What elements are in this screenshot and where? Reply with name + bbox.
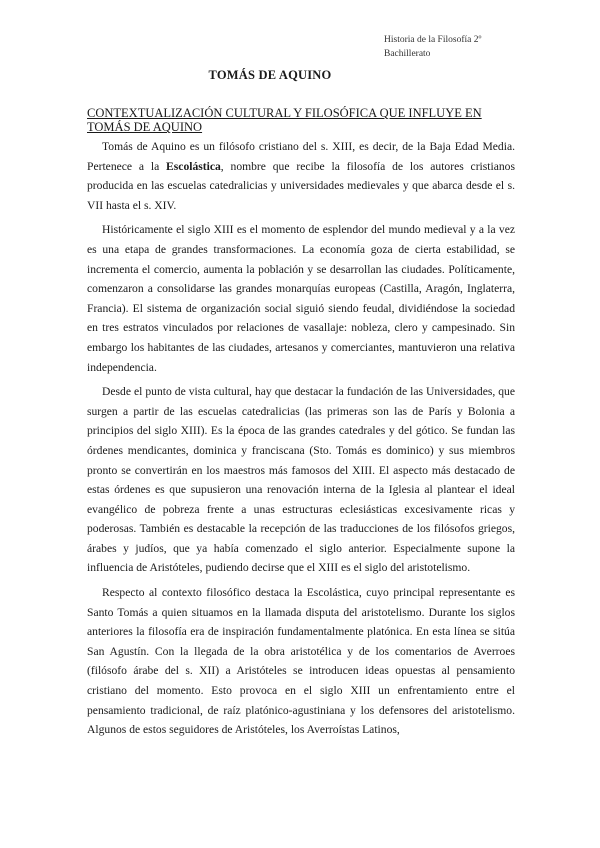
paragraph-3: Desde el punto de vista cultural, hay que destacar la fundación de las Universidades, que surgen a partir de las escuelas catedralicias (las primeras son las de París y Bolonia a principios del siglo XIII). Es la época de las grandes catedrales y del gótico. Se fundan las órdenes mendicantes, dominica y franciscana (Sto. Tomás es dominico) y sus miembros pronto se convertirán en los maestros más famosos del XIII. El aspecto más destacado de estas órdenes es que supusieron una renovación interna de la Iglesia al plantear el ideal evangélico de pobreza frente a unas estructuras eclesiásticas excesivamente ricas y poderosas. También es destacable la recepción de las traducciones de los filósofos griegos, árabes y judíos, que ya había comenzado el siglo anterior. Especialmente supone la influencia de Aristóteles, pudiendo decirse que el XIII es el siglo del aristotelismo. [87,385,515,575]
course-name: Historia de la Filosofía 2º [384,35,482,45]
document-body [87,137,515,745]
paragraph-1-text-start: Tomás de Aquino es un filósofo cristiano del s. XIII, es decir, de la Baja Edad Media. Pertenece a la [87,140,515,173]
escolastica-term: Escolástica [166,159,221,173]
document-title: TOMÁS DE AQUINO [208,68,332,82]
section-heading: CONTEXTUALIZACIÓN CULTURAL Y FILOSÓFICA QUE INFLUYE EN TOMÁS DE AQUINO [87,106,482,134]
paragraph-1-text-end: , nombre que recibe la filosofía de los autores cristianos producida en las escuelas catedralicias y universidades medievales y que abarca desde el s. VII hasta el s. XIV. [87,159,515,212]
paragraph-2: Históricamente el siglo XIII es el momento de esplendor del mundo medieval y a la vez es una etapa de grandes transformaciones. La economía goza de cierta estabilidad, se incrementa el comercio, aumenta la población y se desarrollan las ciudades. Políticamente, comenzaron a consolidarse las grandes monarquías europeas (Castilla, Aragón, Inglaterra, Francia). El sistema de organización social siguió siendo feudal, dividiéndose la sociedad en tres estratos vinculados por relaciones de vasallaje: nobleza, clero y campesinado. Sin embargo los habitantes de las ciudades, artesanos y comerciantes, mantuvieron una relativa independencia. [87,223,515,374]
paragraph-1 [87,137,515,215]
course-header-note [384,33,481,61]
course-level: Bachillerato [384,49,431,59]
paragraph-4: Respecto al contexto filosófico destaca la Escolástica, cuyo principal representante es Santo Tomás a quien situamos en la llamada disputa del aristotelismo. Durante los siglos anteriores la filosofía era de inspiración fundamentalmente platónica. En esta línea se sitúa San Agustín. Con la llegada de la obra aristotélica y de los comentarios de Averroes (filósofo árabe del s. XII) a Aristóteles se introducen ideas opuestas al pensamiento cristiano del momento. Esto provoca en el siglo XIII un enfrentamiento entre el pensamiento tradicional, de raíz platónico-agustiniana y los defensores del aristotelismo. Algunos de estos seguidores de Aristóteles, los Averroístas Latinos, [87,586,515,737]
